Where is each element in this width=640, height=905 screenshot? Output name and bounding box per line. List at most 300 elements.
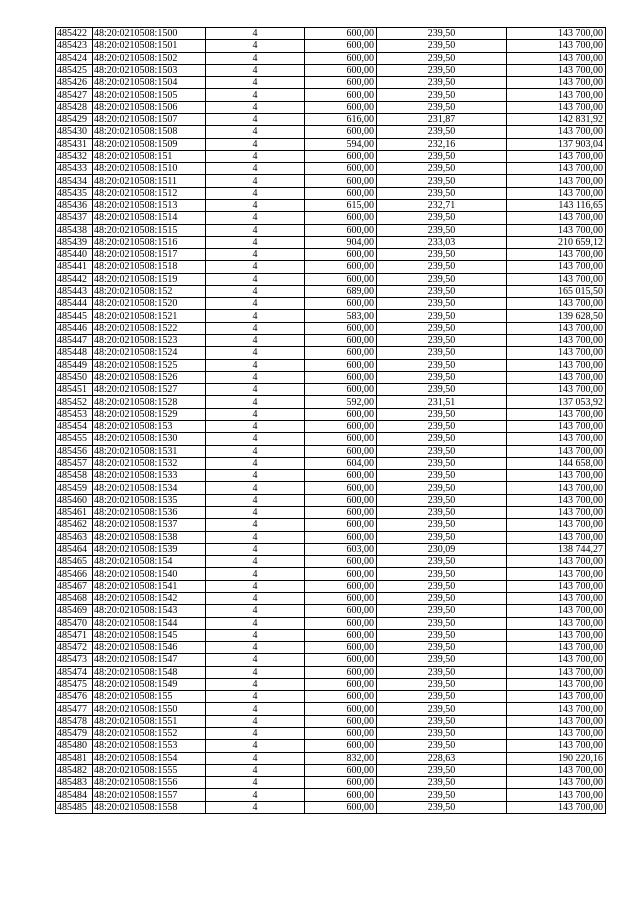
rate-cell: 239,50: [377, 285, 507, 297]
rate-cell: 239,50: [377, 740, 507, 752]
table-row: [56, 396, 606, 408]
cadastral-number-cell: 48:20:0210508:1504: [93, 77, 206, 89]
area-cell: 600,00: [305, 728, 377, 740]
area-cell: 600,00: [305, 150, 377, 162]
area-cell: 600,00: [305, 482, 377, 494]
area-cell: 600,00: [305, 470, 377, 482]
table-row: [56, 556, 606, 568]
area-cell: 592,00: [305, 396, 377, 408]
rate-cell: 239,50: [377, 519, 507, 531]
table-row: [56, 617, 606, 629]
cadastral-value-cell: 143 700,00: [507, 64, 606, 76]
cadastral-number-cell: 48:20:0210508:1522: [93, 322, 206, 334]
cadastral-value-cell: 143 700,00: [507, 150, 606, 162]
row-id-cell: 485462: [56, 519, 93, 531]
table-row: [56, 789, 606, 801]
category-cell: 4: [206, 543, 305, 555]
category-cell: 4: [206, 421, 305, 433]
rate-cell: 239,50: [377, 298, 507, 310]
row-id-cell: 485441: [56, 261, 93, 273]
rate-cell: 239,50: [377, 531, 507, 543]
cadastral-number-cell: 48:20:0210508:1558: [93, 801, 206, 813]
rate-cell: 239,50: [377, 470, 507, 482]
cadastral-value-cell: 143 700,00: [507, 568, 606, 580]
category-cell: 4: [206, 298, 305, 310]
cadastral-number-cell: 48:20:0210508:1529: [93, 408, 206, 420]
cadastral-number-cell: 48:20:0210508:1506: [93, 101, 206, 113]
table-row: [56, 384, 606, 396]
table-row: [56, 457, 606, 469]
row-id-cell: 485472: [56, 642, 93, 654]
area-cell: 615,00: [305, 199, 377, 211]
row-id-cell: 485429: [56, 113, 93, 125]
rate-cell: 239,50: [377, 494, 507, 506]
cadastral-value-cell: 143 700,00: [507, 531, 606, 543]
category-cell: 4: [206, 175, 305, 187]
category-cell: 4: [206, 777, 305, 789]
area-cell: 600,00: [305, 212, 377, 224]
area-cell: 600,00: [305, 629, 377, 641]
row-id-cell: 485471: [56, 629, 93, 641]
cadastral-value-cell: 143 700,00: [507, 666, 606, 678]
table-row: [56, 777, 606, 789]
row-id-cell: 485428: [56, 101, 93, 113]
cadastral-value-cell: 143 700,00: [507, 506, 606, 518]
row-id-cell: 485456: [56, 445, 93, 457]
cadastral-number-cell: 48:20:0210508:1525: [93, 359, 206, 371]
category-cell: 4: [206, 556, 305, 568]
table-row: [56, 592, 606, 604]
rate-cell: 239,50: [377, 764, 507, 776]
category-cell: 4: [206, 433, 305, 445]
area-cell: 600,00: [305, 433, 377, 445]
cadastral-value-cell: 143 700,00: [507, 580, 606, 592]
cadastral-number-cell: 48:20:0210508:153: [93, 421, 206, 433]
cadastral-number-cell: 48:20:0210508:1510: [93, 163, 206, 175]
cadastral-value-cell: 143 700,00: [507, 703, 606, 715]
table-row: [56, 298, 606, 310]
category-cell: 4: [206, 691, 305, 703]
area-cell: 600,00: [305, 568, 377, 580]
row-id-cell: 485478: [56, 715, 93, 727]
row-id-cell: 485468: [56, 592, 93, 604]
cadastral-value-cell: 143 700,00: [507, 629, 606, 641]
area-cell: 600,00: [305, 654, 377, 666]
cadastral-value-cell: 143 700,00: [507, 77, 606, 89]
area-cell: 600,00: [305, 89, 377, 101]
cadastral-number-cell: 48:20:0210508:1538: [93, 531, 206, 543]
table-row: [56, 335, 606, 347]
row-id-cell: 485461: [56, 506, 93, 518]
cadastral-number-cell: 48:20:0210508:1527: [93, 384, 206, 396]
row-id-cell: 485485: [56, 801, 93, 813]
area-cell: 600,00: [305, 605, 377, 617]
cadastral-value-cell: 143 700,00: [507, 715, 606, 727]
row-id-cell: 485444: [56, 298, 93, 310]
row-id-cell: 485476: [56, 691, 93, 703]
cadastral-value-cell: 143 700,00: [507, 175, 606, 187]
cadastral-number-cell: 48:20:0210508:1541: [93, 580, 206, 592]
cadastral-number-cell: 48:20:0210508:1503: [93, 64, 206, 76]
area-cell: 600,00: [305, 421, 377, 433]
table-row: [56, 470, 606, 482]
area-cell: 600,00: [305, 519, 377, 531]
row-id-cell: 485473: [56, 654, 93, 666]
cadastral-number-cell: 48:20:0210508:1507: [93, 113, 206, 125]
table-row: [56, 126, 606, 138]
category-cell: 4: [206, 740, 305, 752]
category-cell: 4: [206, 347, 305, 359]
area-cell: 600,00: [305, 359, 377, 371]
cadastral-number-cell: 48:20:0210508:1521: [93, 310, 206, 322]
table-row: [56, 77, 606, 89]
area-cell: 604,00: [305, 457, 377, 469]
area-cell: 600,00: [305, 764, 377, 776]
category-cell: 4: [206, 445, 305, 457]
row-id-cell: 485443: [56, 285, 93, 297]
rate-cell: 239,50: [377, 678, 507, 690]
area-cell: 600,00: [305, 163, 377, 175]
cadastral-number-cell: 48:20:0210508:154: [93, 556, 206, 568]
cadastral-value-cell: 143 700,00: [507, 408, 606, 420]
category-cell: 4: [206, 789, 305, 801]
cadastral-number-cell: 48:20:0210508:1537: [93, 519, 206, 531]
row-id-cell: 485450: [56, 371, 93, 383]
area-cell: 600,00: [305, 77, 377, 89]
cadastral-number-cell: 48:20:0210508:1517: [93, 249, 206, 261]
rate-cell: 239,50: [377, 175, 507, 187]
area-cell: 600,00: [305, 371, 377, 383]
table-row: [56, 568, 606, 580]
table-row: [56, 433, 606, 445]
table-row: [56, 801, 606, 813]
row-id-cell: 485477: [56, 703, 93, 715]
category-cell: 4: [206, 371, 305, 383]
category-cell: 4: [206, 322, 305, 334]
area-cell: 600,00: [305, 224, 377, 236]
area-cell: 600,00: [305, 556, 377, 568]
area-cell: 600,00: [305, 580, 377, 592]
area-cell: 600,00: [305, 347, 377, 359]
cadastral-number-cell: 48:20:0210508:1555: [93, 764, 206, 776]
category-cell: 4: [206, 187, 305, 199]
area-cell: 600,00: [305, 408, 377, 420]
table-row: [56, 236, 606, 248]
category-cell: 4: [206, 408, 305, 420]
cadastral-value-cell: 143 700,00: [507, 740, 606, 752]
table-row: [56, 728, 606, 740]
row-id-cell: 485465: [56, 556, 93, 568]
cadastral-number-cell: 48:20:0210508:1551: [93, 715, 206, 727]
rate-cell: 239,50: [377, 335, 507, 347]
category-cell: 4: [206, 752, 305, 764]
area-cell: 600,00: [305, 126, 377, 138]
cadastral-value-cell: 143 700,00: [507, 678, 606, 690]
rate-cell: 239,50: [377, 408, 507, 420]
cadastral-number-cell: 48:20:0210508:1526: [93, 371, 206, 383]
area-cell: 600,00: [305, 261, 377, 273]
rate-cell: 239,50: [377, 310, 507, 322]
area-cell: 600,00: [305, 715, 377, 727]
row-id-cell: 485432: [56, 150, 93, 162]
rate-cell: 239,50: [377, 101, 507, 113]
cadastral-number-cell: 48:20:0210508:1515: [93, 224, 206, 236]
rate-cell: 232,71: [377, 199, 507, 211]
cadastral-number-cell: 48:20:0210508:1533: [93, 470, 206, 482]
category-cell: 4: [206, 101, 305, 113]
cadastral-value-cell: 138 744,27: [507, 543, 606, 555]
table-row: [56, 175, 606, 187]
category-cell: 4: [206, 224, 305, 236]
cadastral-number-cell: 48:20:0210508:1545: [93, 629, 206, 641]
table-row: [56, 654, 606, 666]
category-cell: 4: [206, 666, 305, 678]
row-id-cell: 485464: [56, 543, 93, 555]
table-row: [56, 64, 606, 76]
cadastral-value-cell: 139 628,50: [507, 310, 606, 322]
area-cell: 600,00: [305, 298, 377, 310]
category-cell: 4: [206, 335, 305, 347]
row-id-cell: 485442: [56, 273, 93, 285]
area-cell: 600,00: [305, 801, 377, 813]
cadastral-value-cell: 143 700,00: [507, 322, 606, 334]
rate-cell: 230,09: [377, 543, 507, 555]
cadastral-number-cell: 48:20:0210508:1536: [93, 506, 206, 518]
cadastral-number-cell: 48:20:0210508:1543: [93, 605, 206, 617]
rate-cell: 239,50: [377, 691, 507, 703]
cadastral-number-cell: 48:20:0210508:152: [93, 285, 206, 297]
area-cell: 600,00: [305, 642, 377, 654]
rate-cell: 239,50: [377, 126, 507, 138]
area-cell: 600,00: [305, 249, 377, 261]
row-id-cell: 485457: [56, 457, 93, 469]
cadastral-number-cell: 48:20:0210508:1530: [93, 433, 206, 445]
cadastral-number-cell: 48:20:0210508:1532: [93, 457, 206, 469]
row-id-cell: 485479: [56, 728, 93, 740]
cadastral-number-cell: 48:20:0210508:1544: [93, 617, 206, 629]
cadastral-value-cell: 143 700,00: [507, 359, 606, 371]
category-cell: 4: [206, 273, 305, 285]
area-cell: 600,00: [305, 273, 377, 285]
area-cell: 600,00: [305, 64, 377, 76]
category-cell: 4: [206, 605, 305, 617]
row-id-cell: 485454: [56, 421, 93, 433]
cadastral-value-cell: 143 700,00: [507, 40, 606, 52]
area-cell: 616,00: [305, 113, 377, 125]
table-row: [56, 40, 606, 52]
category-cell: 4: [206, 457, 305, 469]
area-cell: 689,00: [305, 285, 377, 297]
table-row: [56, 52, 606, 64]
category-cell: 4: [206, 642, 305, 654]
row-id-cell: 485426: [56, 77, 93, 89]
cadastral-number-cell: 48:20:0210508:1516: [93, 236, 206, 248]
table-row: [56, 101, 606, 113]
table-row: [56, 691, 606, 703]
area-cell: 600,00: [305, 740, 377, 752]
cadastral-value-cell: 143 700,00: [507, 777, 606, 789]
rate-cell: 239,50: [377, 445, 507, 457]
row-id-cell: 485463: [56, 531, 93, 543]
cadastral-value-cell: 143 700,00: [507, 384, 606, 396]
category-cell: 4: [206, 28, 305, 40]
cadastral-value-cell: 142 831,92: [507, 113, 606, 125]
rate-cell: 239,50: [377, 40, 507, 52]
table-row: [56, 224, 606, 236]
cadastral-number-cell: 48:20:0210508:1505: [93, 89, 206, 101]
row-id-cell: 485422: [56, 28, 93, 40]
cadastral-number-cell: 48:20:0210508:1542: [93, 592, 206, 604]
cadastral-number-cell: 48:20:0210508:1546: [93, 642, 206, 654]
category-cell: 4: [206, 249, 305, 261]
row-id-cell: 485445: [56, 310, 93, 322]
cadastral-number-cell: 48:20:0210508:1535: [93, 494, 206, 506]
category-cell: 4: [206, 126, 305, 138]
cadastral-value-cell: 144 658,00: [507, 457, 606, 469]
cadastral-number-cell: 48:20:0210508:1556: [93, 777, 206, 789]
rate-cell: 239,50: [377, 777, 507, 789]
rate-cell: 239,50: [377, 789, 507, 801]
rate-cell: 239,50: [377, 28, 507, 40]
category-cell: 4: [206, 629, 305, 641]
table-row: [56, 740, 606, 752]
row-id-cell: 485449: [56, 359, 93, 371]
row-id-cell: 485448: [56, 347, 93, 359]
area-cell: 600,00: [305, 335, 377, 347]
area-cell: 600,00: [305, 678, 377, 690]
category-cell: 4: [206, 64, 305, 76]
row-id-cell: 485437: [56, 212, 93, 224]
row-id-cell: 485484: [56, 789, 93, 801]
area-cell: 904,00: [305, 236, 377, 248]
table-row: [56, 199, 606, 211]
row-id-cell: 485452: [56, 396, 93, 408]
area-cell: 594,00: [305, 138, 377, 150]
cadastral-value-cell: 143 700,00: [507, 298, 606, 310]
row-id-cell: 485425: [56, 64, 93, 76]
cadastral-value-cell: 143 700,00: [507, 371, 606, 383]
cadastral-value-cell: 143 700,00: [507, 433, 606, 445]
rate-cell: 239,50: [377, 801, 507, 813]
category-cell: 4: [206, 470, 305, 482]
area-cell: 600,00: [305, 175, 377, 187]
category-cell: 4: [206, 678, 305, 690]
table-row: [56, 310, 606, 322]
land-parcels-table: [55, 27, 606, 814]
row-id-cell: 485435: [56, 187, 93, 199]
area-cell: 600,00: [305, 691, 377, 703]
cadastral-number-cell: 48:20:0210508:1519: [93, 273, 206, 285]
area-cell: 600,00: [305, 777, 377, 789]
area-cell: 600,00: [305, 384, 377, 396]
row-id-cell: 485474: [56, 666, 93, 678]
category-cell: 4: [206, 150, 305, 162]
rate-cell: 239,50: [377, 150, 507, 162]
row-id-cell: 485424: [56, 52, 93, 64]
table-row: [56, 752, 606, 764]
cadastral-number-cell: 48:20:0210508:1540: [93, 568, 206, 580]
cadastral-value-cell: 143 700,00: [507, 335, 606, 347]
cadastral-value-cell: 137 903,04: [507, 138, 606, 150]
cadastral-value-cell: 143 700,00: [507, 789, 606, 801]
row-id-cell: 485423: [56, 40, 93, 52]
row-id-cell: 485430: [56, 126, 93, 138]
category-cell: 4: [206, 40, 305, 52]
row-id-cell: 485466: [56, 568, 93, 580]
category-cell: 4: [206, 261, 305, 273]
row-id-cell: 485475: [56, 678, 93, 690]
cadastral-number-cell: 48:20:0210508:151: [93, 150, 206, 162]
category-cell: 4: [206, 113, 305, 125]
rate-cell: 239,50: [377, 506, 507, 518]
cadastral-value-cell: 143 700,00: [507, 728, 606, 740]
rate-cell: 239,50: [377, 482, 507, 494]
rate-cell: 239,50: [377, 187, 507, 199]
category-cell: 4: [206, 703, 305, 715]
rate-cell: 239,50: [377, 371, 507, 383]
rate-cell: 239,50: [377, 384, 507, 396]
cadastral-value-cell: 143 700,00: [507, 89, 606, 101]
table-row: [56, 28, 606, 40]
table-row: [56, 347, 606, 359]
cadastral-value-cell: 143 700,00: [507, 654, 606, 666]
area-cell: 600,00: [305, 187, 377, 199]
rate-cell: 239,50: [377, 359, 507, 371]
cadastral-number-cell: 48:20:0210508:1512: [93, 187, 206, 199]
rate-cell: 232,16: [377, 138, 507, 150]
category-cell: 4: [206, 212, 305, 224]
rate-cell: 239,50: [377, 52, 507, 64]
category-cell: 4: [206, 592, 305, 604]
category-cell: 4: [206, 89, 305, 101]
rate-cell: 239,50: [377, 64, 507, 76]
cadastral-number-cell: 48:20:0210508:1518: [93, 261, 206, 273]
row-id-cell: 485458: [56, 470, 93, 482]
category-cell: 4: [206, 77, 305, 89]
row-id-cell: 485470: [56, 617, 93, 629]
row-id-cell: 485459: [56, 482, 93, 494]
row-id-cell: 485433: [56, 163, 93, 175]
row-id-cell: 485460: [56, 494, 93, 506]
rate-cell: 239,50: [377, 212, 507, 224]
area-cell: 583,00: [305, 310, 377, 322]
cadastral-value-cell: 165 015,50: [507, 285, 606, 297]
category-cell: 4: [206, 396, 305, 408]
rate-cell: 239,50: [377, 421, 507, 433]
cadastral-number-cell: 48:20:0210508:1534: [93, 482, 206, 494]
rate-cell: 231,87: [377, 113, 507, 125]
cadastral-number-cell: 48:20:0210508:1557: [93, 789, 206, 801]
category-cell: 4: [206, 801, 305, 813]
cadastral-value-cell: 143 700,00: [507, 519, 606, 531]
category-cell: 4: [206, 568, 305, 580]
area-cell: 600,00: [305, 703, 377, 715]
table-row: [56, 506, 606, 518]
cadastral-number-cell: 48:20:0210508:1547: [93, 654, 206, 666]
area-cell: 600,00: [305, 789, 377, 801]
table-row: [56, 138, 606, 150]
row-id-cell: 485469: [56, 605, 93, 617]
table-row: [56, 629, 606, 641]
table-row: [56, 285, 606, 297]
cadastral-number-cell: 48:20:0210508:1502: [93, 52, 206, 64]
row-id-cell: 485483: [56, 777, 93, 789]
cadastral-value-cell: 143 700,00: [507, 445, 606, 457]
cadastral-value-cell: 143 700,00: [507, 801, 606, 813]
rate-cell: 239,50: [377, 580, 507, 592]
cadastral-value-cell: 143 700,00: [507, 163, 606, 175]
area-cell: 600,00: [305, 617, 377, 629]
